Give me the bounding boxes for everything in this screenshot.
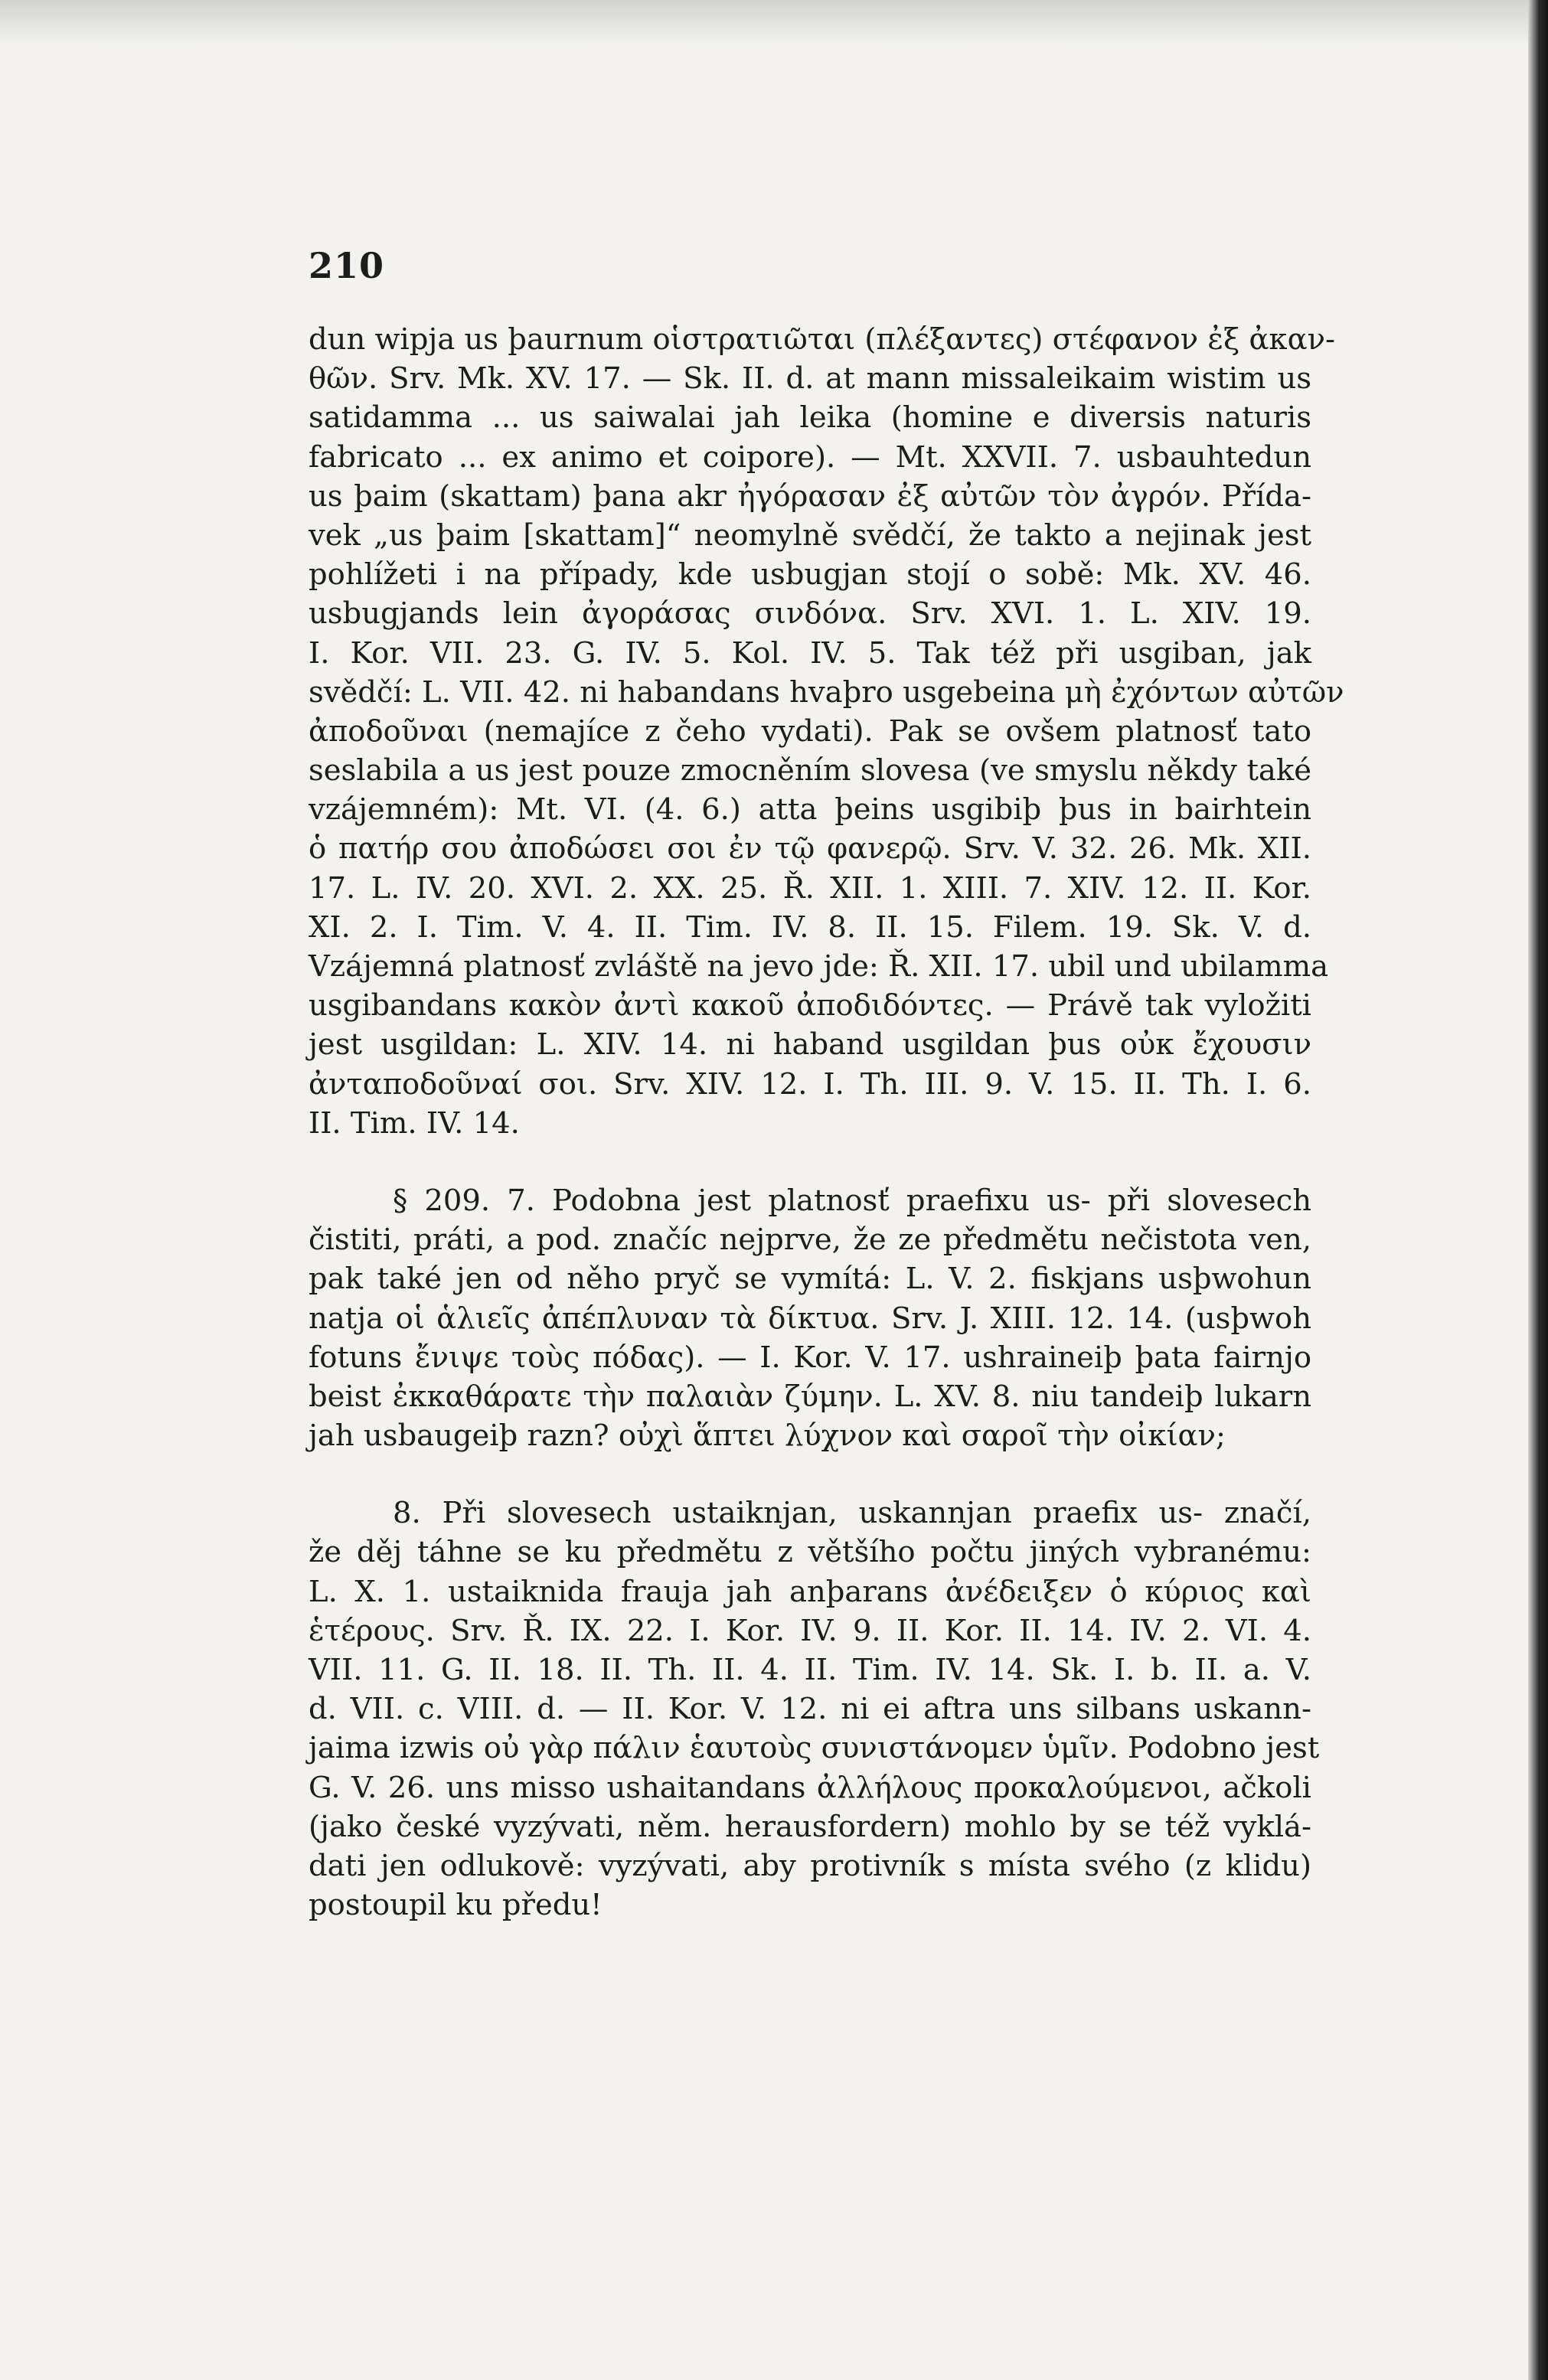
text-line: beist ἐκκαθάρατε τὴν παλαιὰν ζύμην. L. XV. 8. niu tandeiþ lukarn [309,1379,1311,1414]
text-line: d. VII. c. VIII. d. — II. Kor. V. 12. ni ei aftra uns silbans uskann- [309,1692,1311,1727]
paragraph-gap [309,1455,1311,1494]
text-line: fotuns ἔνιψε τοὺς πόδας). — I. Kor. V. 17. ushraineiþ þata fairnjo [309,1340,1311,1375]
scan-binding-edge [1528,0,1548,2380]
text-line: VII. 11. G. II. 18. II. Th. II. 4. II. Tim. IV. 14. Sk. I. b. II. a. V. [309,1653,1311,1687]
text-line: θῶν. Srv. Mk. XV. 17. — Sk. II. d. at mann missaleikaim wistim us [309,361,1311,397]
text-line: pohlížeti i na případy, kde usbugjan stojí o sobě: Mk. XV. 46. [309,557,1311,593]
body-text [309,320,1344,1925]
text-line: vek „us þaim [skattam]“ neomylně svědčí, že takto a nejinak jest [309,517,1311,553]
text-line: ἑτέρους. Srv. Ř. IX. 22. I. Kor. IV. 9. II. Kor. II. 14. IV. 2. VI. 4. [309,1613,1311,1648]
text-line: dati jen odlukově: vyzývati, aby protivník s místa svého (z klidu) [309,1848,1311,1883]
text-line: usgibandans κακὸν ἀντὶ κακοῦ ἀποδιδόντες. — Právě tak vyložiti [309,988,1311,1023]
text-line: usbugjands lein ἀγοράσας σινδόνα. Srv. XVI. 1. L. XIV. 19. [309,596,1311,632]
text-line: jah usbaugeiþ razn? οὐχὶ ἅπτει λύχνον καὶ σαροῖ τὴν οἰκίαν; [309,1419,1226,1454]
text-line: postoupil ku předu! [309,1888,603,1923]
text-line: G. V. 26. uns misso ushaitandans ἀλλήλους προκαλούμενοι, ačkoli [309,1770,1311,1805]
text-line: natja οἱ ἁλιεῖς ἀπέπλυναν τὰ δίκτυα. Srv. J. XIII. 12. 14. (usþwoh [309,1301,1311,1336]
text-line: seslabila a us jest pouze zmocněním slovesa (ve smyslu někdy také [309,753,1311,788]
text-line: us þaim (skattam) þana akr ἠγόρασαν ἐξ αὐτῶν τὸν ἀγρόν. Přída- [309,478,1311,514]
text-line: fabricato ... ex animo et coipore). — Mt. XXVII. 7. usbauhtedun [309,439,1311,475]
text-line: pak také jen od něho pryč se vymítá: L. V. 2. fiskjans usþwohun [309,1262,1311,1297]
paragraph-start-line: 8. Při slovesech ustaiknjan, uskannjan praefix us- značí, [393,1496,1311,1531]
text-line: dun wipja us þaurnum οἱστρατιῶται (πλέξαντες) στέφανον ἐξ ἀκαν- [309,322,1335,357]
text-line: Vzájemná platnosť zvláště na jevo jde: Ř. XII. 17. ubil und ubilamma [309,949,1329,984]
paragraph-gap [309,1143,1311,1181]
text-line: satidamma ... us saiwalai jah leika (homine e diversis naturis [309,400,1311,436]
text-line: II. Tim. IV. 14. [309,1105,520,1141]
text-line: jest usgildan: L. XIV. 14. ni haband usgildan þus οὐκ ἔχουσιν [309,1027,1311,1063]
text-line: čistiti, práti, a pod. značíc nejprve, že ze předmětu nečistota ven, [309,1223,1311,1258]
text-line: I. Kor. VII. 23. G. IV. 5. Kol. IV. 5. Tak též při usgiban, jak [309,635,1311,671]
text-line: L. X. 1. ustaiknida frauja jah anþarans ἀνέδειξεν ὁ κύριος καὶ [309,1574,1311,1609]
text-line: (jako české vyzývati, něm. herausfordern) mohlo by se též vyklá- [309,1809,1311,1844]
text-line: ἀποδοῦναι (nemajíce z čeho vydati). Pak se ovšem platnosť tato [309,713,1311,749]
text-line: XI. 2. I. Tim. V. 4. II. Tim. IV. 8. II. 15. Filem. 19. Sk. V. d. [309,909,1311,945]
text-line: vzájemném): Mt. VI. (4. 6.) atta þeins usgibiþ þus in bairhtein [309,792,1311,828]
text-line: svědčí: L. VII. 42. ni habandans hvaþro usgebeina μὴ ἐχόντων αὐτῶν [309,674,1344,710]
text-line: že děj táhne se ku předmětu z většího počtu jiných vybranému: [309,1535,1311,1570]
text-line: jaima izwis οὐ γὰρ πάλιν ἑαυτοὺς συνιστάνομεν ὑμῖν. Podobno jest [309,1731,1320,1766]
text-line: 17. L. IV. 20. XVI. 2. XX. 25. Ř. XII. 1. XIII. 7. XIV. 12. II. Kor. [309,870,1311,906]
page-number: 210 [309,245,385,286]
text-line: ἀνταποδοῦναί σοι. Srv. XIV. 12. I. Th. III. 9. V. 15. II. Th. I. 6. [309,1066,1311,1102]
text-line: ὁ πατήρ σου ἀποδώσει σοι ἐν τῷ φανερῷ. Srv. V. 32. 26. Mk. XII. [309,831,1311,867]
scan-top-shadow [0,0,1531,46]
section-heading-line: § 209. 7. Podobna jest platnosť praefixu us- při slovesech [393,1183,1311,1218]
